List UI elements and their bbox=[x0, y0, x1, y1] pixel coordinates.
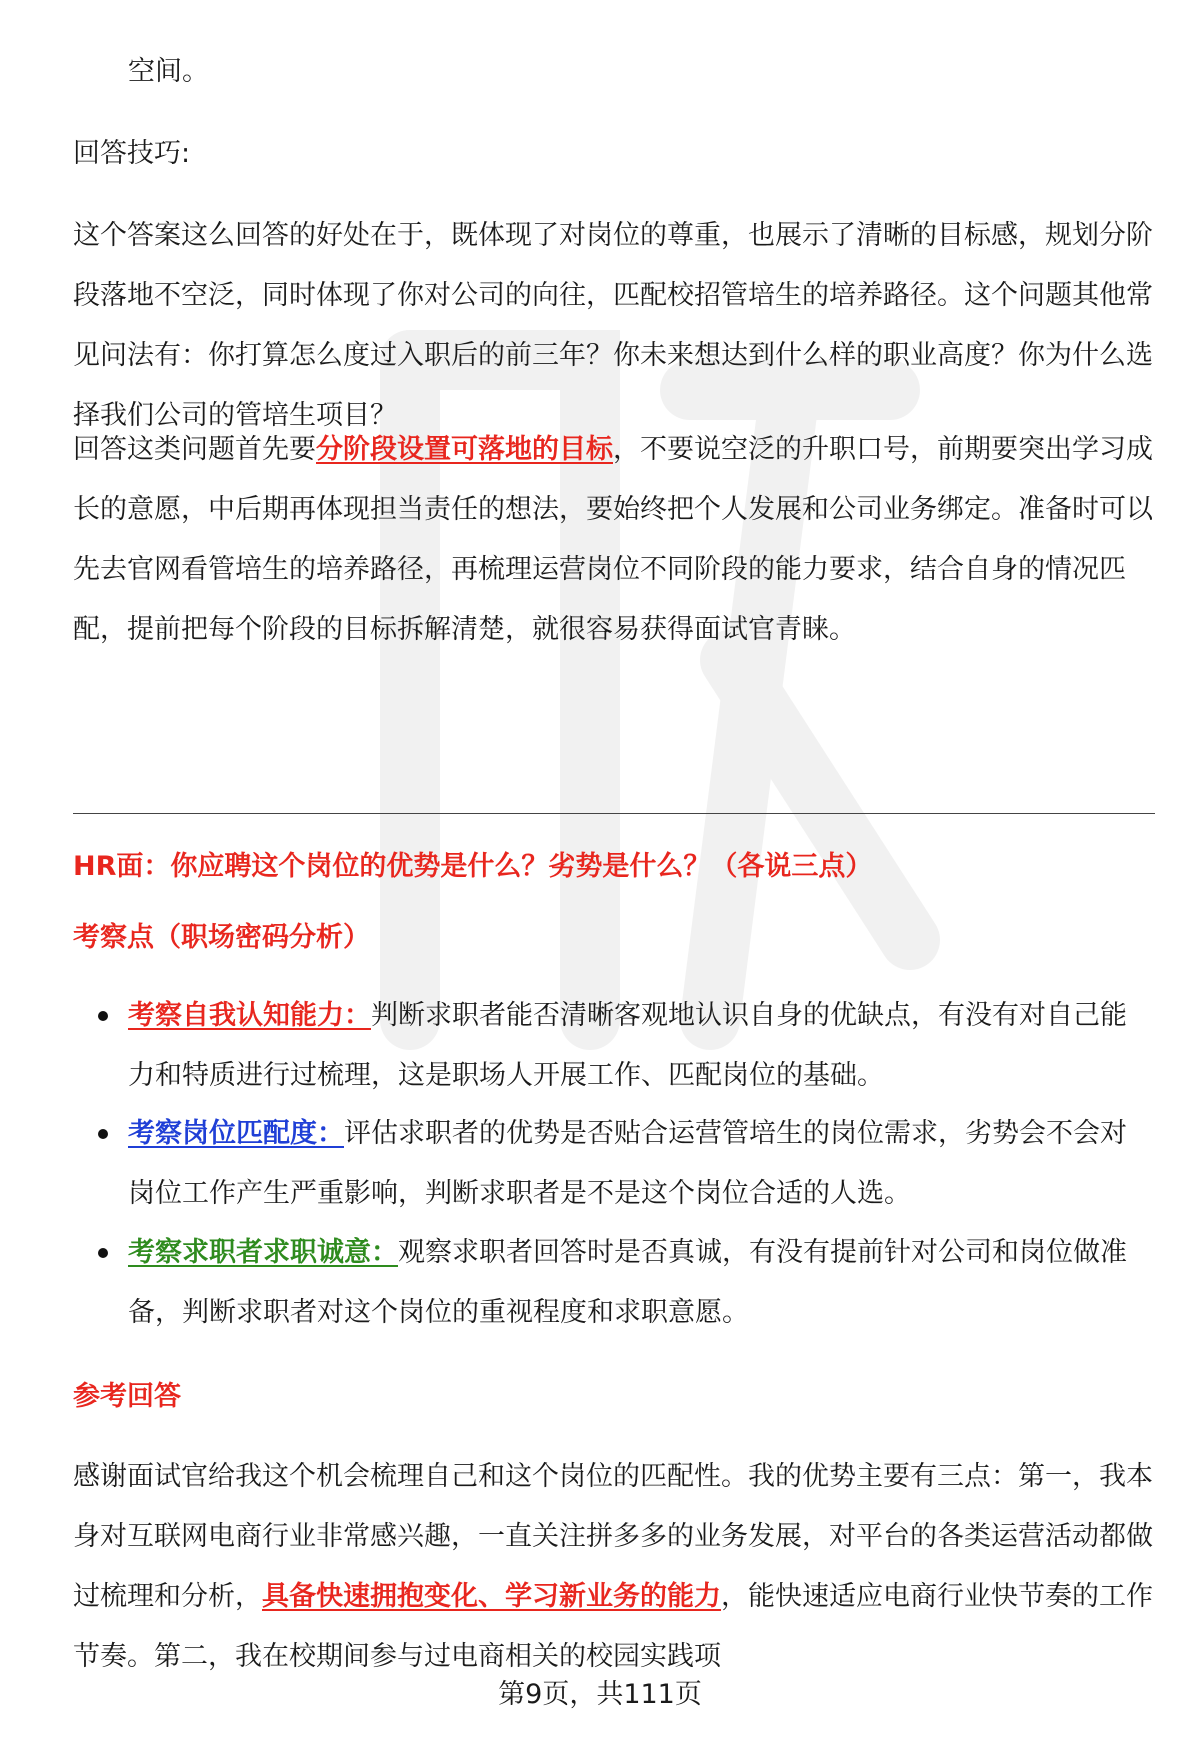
focus-point-3-text: 观察求职者回答时是否真诚，有没有提前针对公司和岗位做准备，判断求职者对这个岗位的重视程度和求职意愿。 bbox=[128, 1237, 1127, 1328]
reference-heading: 参考回答 bbox=[73, 1381, 181, 1412]
tips-paragraph-1: 这个答案这么回答的好处在于，既体现了对岗位的尊重，也展示了清晰的目标感，规划分阶段落地不空泛，同时体现了你对公司的向往，匹配校招管培生的培养路径。这个问题其他常见问法有：你打算怎么度过入职后的前三年？你未来想达到什么样的职业高度？你为什么选择我们公司的管培生项目？ bbox=[73, 220, 1153, 431]
tips-highlight: 分阶段设置可落地的目标 bbox=[316, 434, 613, 465]
focus-point-3 bbox=[128, 1223, 1153, 1343]
bullet-dot bbox=[98, 1248, 108, 1258]
question-title: HR面：你应聘这个岗位的优势是什么？劣势是什么？（各说三点） bbox=[73, 851, 873, 882]
reference-answer-rest: ，能快速适应电商行业快节奏的工作节奏。第二，我在校期间参与过电商相关的校园实践项 bbox=[73, 1581, 1153, 1672]
reference-answer bbox=[73, 1447, 1153, 1687]
reference-highlight: 具备快速拥抱变化、学习新业务的能力 bbox=[262, 1581, 721, 1612]
focus-point-1-text: 判断求职者能否清晰客观地认识自身的优缺点，有没有对自己能力和特质进行过梳理，这是职场人开展工作、匹配岗位的基础。 bbox=[128, 1000, 1127, 1091]
tips-paragraph-2-lead: 回答这类问题首先要 bbox=[73, 434, 316, 465]
tips-heading: 回答技巧: bbox=[73, 138, 191, 169]
tips-paragraph-2-rest: ，不要说空泛的升职口号，前期要突出学习成长的意愿，中后期再体现担当责任的想法，要始终把个人发展和公司业务绑定。准备时可以先去官网看管培生的培养路径，再梳理运营岗位不同阶段的能力要求，结合自身的情况匹配，提前把每个阶段的目标拆解清楚，就很容易获得面试官青睐。 bbox=[73, 434, 1153, 645]
focus-heading: 考察点（职场密码分析） bbox=[73, 922, 370, 953]
focus-point-1-label: 考察自我认知能力： bbox=[128, 1000, 371, 1031]
focus-point-2 bbox=[128, 1104, 1153, 1224]
focus-point-3-label: 考察求职者求职诚意： bbox=[128, 1237, 398, 1268]
focus-point-1 bbox=[128, 986, 1153, 1106]
bullet-dot bbox=[98, 1129, 108, 1139]
focus-point-2-text: 评估求职者的优势是否贴合运营管培生的岗位需求，劣势会不会对岗位工作产生严重影响，判断求职者是不是这个岗位合适的人选。 bbox=[128, 1118, 1127, 1209]
section-divider bbox=[73, 813, 1155, 814]
bullet-dot bbox=[98, 1011, 108, 1021]
focus-point-2-label: 考察岗位匹配度： bbox=[128, 1118, 344, 1149]
page-number: 第9页，共111页 bbox=[498, 1679, 702, 1710]
intro-tail: 空间。 bbox=[128, 56, 209, 87]
reference-answer-lead: 感谢面试官给我这个机会梳理自己和这个岗位的匹配性。我的优势主要有三点：第一，我本身对互联网电商行业非常感兴趣，一直关注拼多多的业务发展，对平台的各类运营活动都做过梳理和分析， bbox=[73, 1461, 1153, 1612]
tips-paragraph-2 bbox=[73, 420, 1153, 660]
